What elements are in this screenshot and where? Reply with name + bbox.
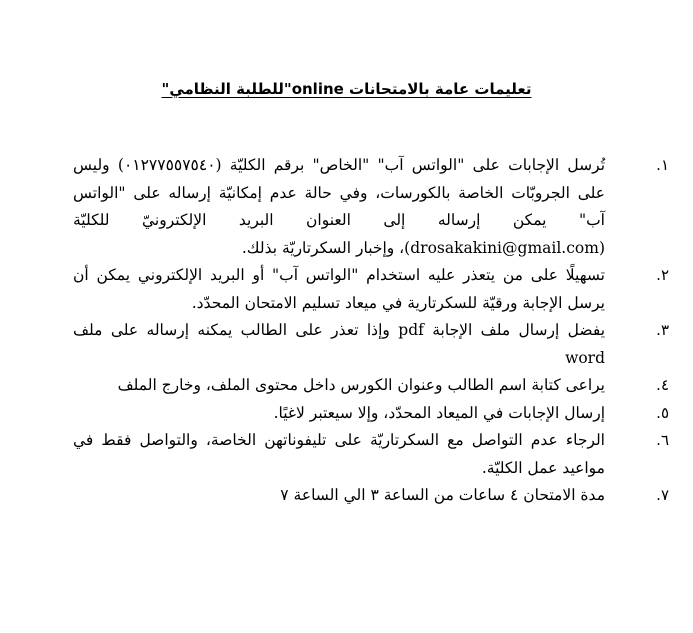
instruction-item-4 [73,372,669,400]
instruction-item-7 [73,482,669,510]
item-text: تُرسل الإجابات على "الواتس آب" "الخاص" برقم الكليّة (٠١٢٧٧٥٥٧٥٤٠) وليس على الجروبّات الخاصة بالكورسات، وفي حالة عدم إمكانيّة إرساله على "الواتس آب" يمكن إرساله إلى العنوان البريد الإلكترونيّ للكليّة (drosakakini@gmail.com)، وإخبار السكرتاريّة بذلك. [73,156,606,257]
item-number: ٥. [656,403,669,422]
item-number: ١. [656,156,669,174]
item-text: مدة الامتحان ٤ ساعات من الساعة ٣ الي الساعة ٧ [280,486,605,504]
item-number: ٦. [656,431,669,449]
instruction-item-6 [73,427,669,482]
instruction-item-1 [73,152,669,262]
instruction-item-3 [73,317,669,372]
title-text: تعليمات عامة بالامتحانات online"للطلبة النظامي" [161,80,532,98]
item-number: ٤. [656,376,669,394]
instructions-list [73,152,669,510]
item-text: يفضل إرسال ملف الإجابة pdf وإذا تعذر على الطالب يمكنه إرساله على ملف word [73,321,606,367]
page-title [60,78,633,100]
item-text: الرجاء عدم التواصل مع السكرتاريّة على تليفوناتهن الخاصة، والتواصل فقط في مواعيد عمل الكليّة. [73,431,605,477]
item-number: ٣. [656,321,669,339]
item-text: إرسال الإجابات في الميعاد المحدّد، وإلا سيعتبر لاغيًا. [273,403,605,422]
item-number: ٢. [656,266,669,284]
item-text: يراعى كتابة اسم الطالب وعنوان الكورس داخل محتوى الملف، وخارج الملف [117,376,605,394]
item-text: تسهيلًا على من يتعذر عليه استخدام "الواتس آب" أو البريد الإلكتروني يمكن أن يرسل الإجابة ورقيّة للسكرتارية في ميعاد تسليم الامتحان المحدّد. [73,266,605,312]
instruction-item-5 [73,400,669,428]
item-number: ٧. [656,486,669,504]
instruction-item-2 [73,262,669,317]
